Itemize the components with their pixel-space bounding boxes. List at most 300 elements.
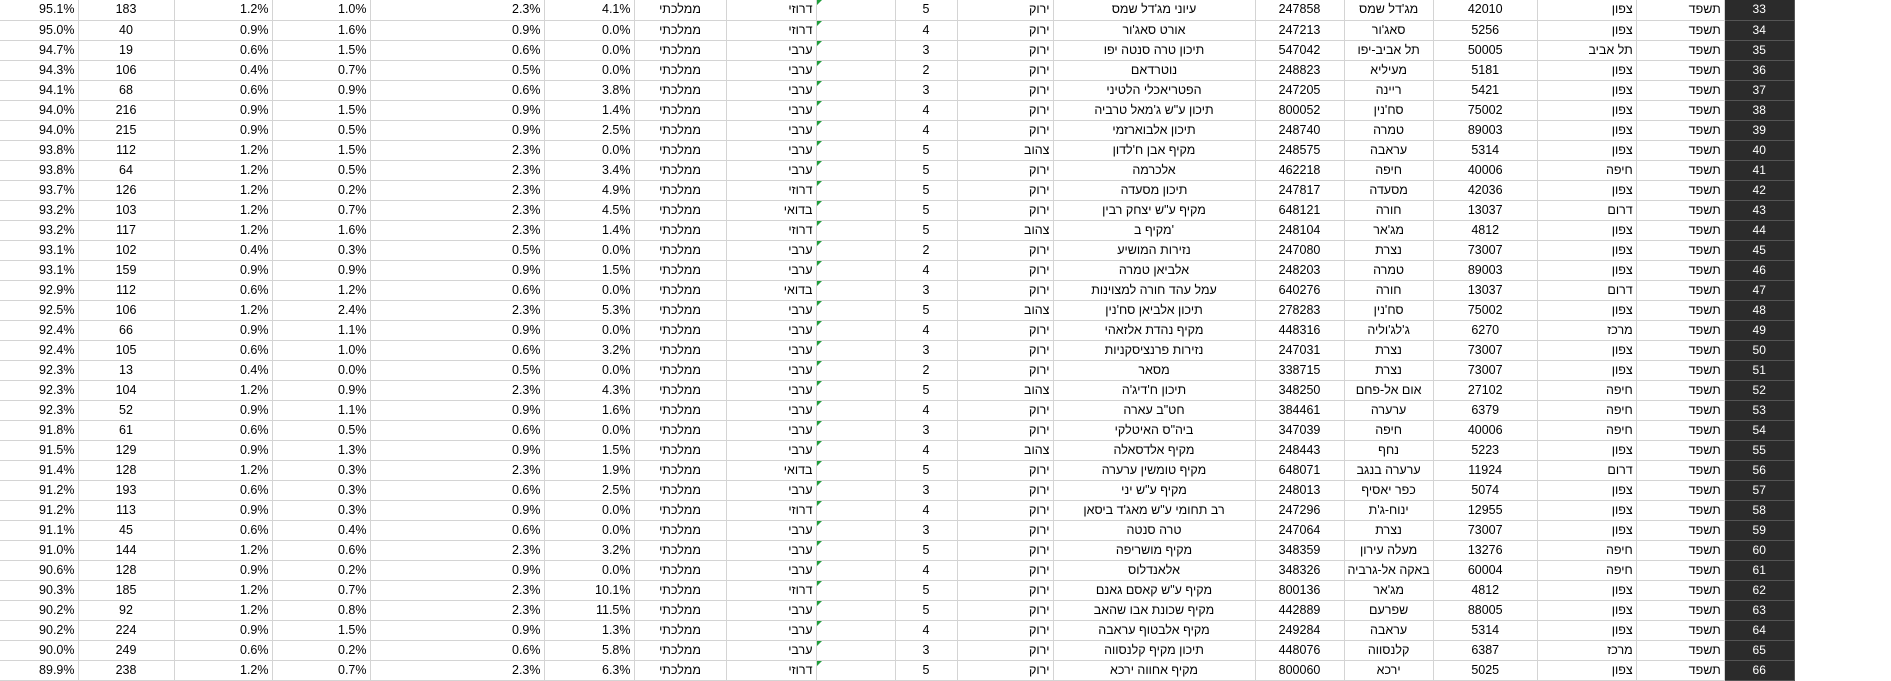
cell-pct-b[interactable]: 1.6% [272, 20, 370, 40]
cell-sector[interactable]: ערבי [726, 380, 816, 400]
cell-pct-c[interactable]: 0.9% [370, 320, 544, 340]
cell-pct-b[interactable]: 0.5% [272, 120, 370, 140]
cell-district[interactable]: צפון [1537, 480, 1636, 500]
cell-pct-b[interactable]: 0.2% [272, 560, 370, 580]
cell-pct-d[interactable]: 0.0% [544, 360, 634, 380]
cell-col-blank[interactable] [816, 660, 895, 680]
cell-city-code[interactable]: 5314 [1433, 620, 1537, 640]
cell-district[interactable]: חיפה [1537, 160, 1636, 180]
cell-pct-a[interactable]: 0.9% [174, 560, 272, 580]
cell-pct-total[interactable]: 89.9% [0, 660, 78, 680]
cell-color[interactable]: ירוק [957, 600, 1053, 620]
cell-institution-code[interactable]: 247080 [1255, 240, 1344, 260]
cell-city-code[interactable]: 5074 [1433, 480, 1537, 500]
cell-sector[interactable]: ערבי [726, 520, 816, 540]
cell-supervision[interactable]: ממלכתי [634, 380, 726, 400]
cell-supervision[interactable]: ממלכתי [634, 240, 726, 260]
cell-color[interactable]: ירוק [957, 160, 1053, 180]
cell-pct-d[interactable]: 3.8% [544, 80, 634, 100]
cell-pct-d[interactable]: 1.9% [544, 460, 634, 480]
cell-district[interactable]: צפון [1537, 220, 1636, 240]
cell-year[interactable]: תשפד [1636, 460, 1724, 480]
row-header[interactable]: 47 [1724, 280, 1794, 300]
cell-col-blank[interactable] [816, 240, 895, 260]
cell-color[interactable]: ירוק [957, 540, 1053, 560]
cell-city-code[interactable]: 73007 [1433, 240, 1537, 260]
cell-district[interactable]: דרום [1537, 280, 1636, 300]
cell-sector[interactable]: ערבי [726, 100, 816, 120]
cell-pct-d[interactable]: 1.4% [544, 100, 634, 120]
cell-color[interactable]: ירוק [957, 0, 1053, 20]
cell-count[interactable]: 61 [78, 420, 174, 440]
cell-pct-total[interactable]: 93.1% [0, 240, 78, 260]
cell-year[interactable]: תשפד [1636, 360, 1724, 380]
cell-color[interactable]: ירוק [957, 640, 1053, 660]
cell-color[interactable]: צהוב [957, 440, 1053, 460]
cell-city[interactable]: חיפה [1344, 160, 1433, 180]
cell-year[interactable]: תשפד [1636, 640, 1724, 660]
row-header[interactable]: 45 [1724, 240, 1794, 260]
row-header[interactable]: 34 [1724, 20, 1794, 40]
cell-pct-total[interactable]: 95.1% [0, 0, 78, 20]
cell-grade-level[interactable]: 3 [895, 40, 957, 60]
cell-city[interactable]: מעיליא [1344, 60, 1433, 80]
cell-count[interactable]: 19 [78, 40, 174, 60]
cell-pct-d[interactable]: 5.3% [544, 300, 634, 320]
cell-grade-level[interactable]: 3 [895, 520, 957, 540]
cell-pct-c[interactable]: 0.9% [370, 120, 544, 140]
cell-supervision[interactable]: ממלכתי [634, 0, 726, 20]
cell-pct-c[interactable]: 0.6% [370, 520, 544, 540]
cell-institution-code[interactable]: 247205 [1255, 80, 1344, 100]
cell-count[interactable]: 238 [78, 660, 174, 680]
cell-city-code[interactable]: 88005 [1433, 600, 1537, 620]
cell-city-code[interactable]: 5256 [1433, 20, 1537, 40]
cell-city[interactable]: נצרת [1344, 240, 1433, 260]
cell-pct-d[interactable]: 0.0% [544, 240, 634, 260]
cell-school-name[interactable]: נזירות פרנציסקניות [1053, 340, 1255, 360]
cell-count[interactable]: 92 [78, 600, 174, 620]
cell-pct-c[interactable]: 0.9% [370, 260, 544, 280]
cell-pct-total[interactable]: 93.2% [0, 200, 78, 220]
cell-pct-total[interactable]: 92.5% [0, 300, 78, 320]
cell-district[interactable]: צפון [1537, 500, 1636, 520]
cell-supervision[interactable]: ממלכתי [634, 460, 726, 480]
cell-col-blank[interactable] [816, 580, 895, 600]
cell-pct-a[interactable]: 0.4% [174, 240, 272, 260]
cell-supervision[interactable]: ממלכתי [634, 40, 726, 60]
cell-pct-c[interactable]: 2.3% [370, 460, 544, 480]
cell-district[interactable]: מרכז [1537, 640, 1636, 660]
cell-institution-code[interactable]: 640276 [1255, 280, 1344, 300]
cell-city-code[interactable]: 6379 [1433, 400, 1537, 420]
cell-institution-code[interactable]: 248443 [1255, 440, 1344, 460]
cell-grade-level[interactable]: 5 [895, 580, 957, 600]
cell-year[interactable]: תשפד [1636, 380, 1724, 400]
cell-city[interactable]: ערערה [1344, 400, 1433, 420]
cell-count[interactable]: 40 [78, 20, 174, 40]
cell-pct-b[interactable]: 0.6% [272, 540, 370, 560]
cell-grade-level[interactable]: 4 [895, 620, 957, 640]
row-header[interactable]: 59 [1724, 520, 1794, 540]
cell-year[interactable]: תשפד [1636, 120, 1724, 140]
row-header[interactable]: 66 [1724, 660, 1794, 680]
cell-district[interactable]: צפון [1537, 20, 1636, 40]
cell-pct-d[interactable]: 0.0% [544, 420, 634, 440]
cell-pct-c[interactable]: 0.6% [370, 340, 544, 360]
cell-city[interactable]: נצרת [1344, 360, 1433, 380]
cell-pct-b[interactable]: 0.9% [272, 380, 370, 400]
cell-col-blank[interactable] [816, 340, 895, 360]
cell-pct-b[interactable]: 1.6% [272, 220, 370, 240]
cell-pct-a[interactable]: 0.9% [174, 100, 272, 120]
cell-city-code[interactable]: 5181 [1433, 60, 1537, 80]
row-header[interactable]: 49 [1724, 320, 1794, 340]
cell-year[interactable]: תשפד [1636, 180, 1724, 200]
cell-pct-total[interactable]: 90.3% [0, 580, 78, 600]
cell-pct-total[interactable]: 92.3% [0, 380, 78, 400]
cell-city[interactable]: ערערה בנגב [1344, 460, 1433, 480]
cell-school-name[interactable]: מקיף מושריפה [1053, 540, 1255, 560]
cell-district[interactable]: צפון [1537, 520, 1636, 540]
cell-pct-b[interactable]: 0.7% [272, 660, 370, 680]
cell-sector[interactable]: ערבי [726, 160, 816, 180]
cell-pct-a[interactable]: 1.2% [174, 580, 272, 600]
cell-district[interactable]: צפון [1537, 660, 1636, 680]
cell-pct-d[interactable]: 1.6% [544, 400, 634, 420]
cell-sector[interactable]: ערבי [726, 360, 816, 380]
cell-color[interactable]: ירוק [957, 240, 1053, 260]
cell-pct-total[interactable]: 93.2% [0, 220, 78, 240]
cell-city-code[interactable]: 42036 [1433, 180, 1537, 200]
cell-color[interactable]: ירוק [957, 420, 1053, 440]
cell-color[interactable]: ירוק [957, 40, 1053, 60]
cell-sector[interactable]: ערבי [726, 120, 816, 140]
cell-grade-level[interactable]: 4 [895, 100, 957, 120]
cell-year[interactable]: תשפד [1636, 240, 1724, 260]
cell-supervision[interactable]: ממלכתי [634, 400, 726, 420]
cell-city-code[interactable]: 13276 [1433, 540, 1537, 560]
cell-institution-code[interactable]: 800060 [1255, 660, 1344, 680]
row-header[interactable]: 54 [1724, 420, 1794, 440]
cell-pct-c[interactable]: 2.3% [370, 200, 544, 220]
cell-pct-c[interactable]: 0.6% [370, 420, 544, 440]
cell-year[interactable]: תשפד [1636, 540, 1724, 560]
cell-pct-total[interactable]: 91.1% [0, 520, 78, 540]
cell-grade-level[interactable]: 5 [895, 460, 957, 480]
cell-city-code[interactable]: 73007 [1433, 340, 1537, 360]
cell-pct-c[interactable]: 2.3% [370, 0, 544, 20]
cell-grade-level[interactable]: 4 [895, 320, 957, 340]
row-header[interactable]: 62 [1724, 580, 1794, 600]
cell-pct-c[interactable]: 0.5% [370, 360, 544, 380]
cell-color[interactable]: צהוב [957, 220, 1053, 240]
cell-count[interactable]: 128 [78, 460, 174, 480]
cell-color[interactable]: ירוק [957, 660, 1053, 680]
cell-school-name[interactable]: מקיף אחווה ירכא [1053, 660, 1255, 680]
cell-pct-b[interactable]: 1.1% [272, 320, 370, 340]
cell-pct-a[interactable]: 0.9% [174, 440, 272, 460]
cell-col-blank[interactable] [816, 380, 895, 400]
cell-supervision[interactable]: ממלכתי [634, 660, 726, 680]
cell-city-code[interactable]: 42010 [1433, 0, 1537, 20]
cell-city-code[interactable]: 73007 [1433, 520, 1537, 540]
cell-col-blank[interactable] [816, 280, 895, 300]
cell-pct-a[interactable]: 1.2% [174, 380, 272, 400]
cell-pct-b[interactable]: 0.3% [272, 480, 370, 500]
cell-school-name[interactable]: תיכון אלביאן סח'נין [1053, 300, 1255, 320]
cell-col-blank[interactable] [816, 320, 895, 340]
cell-color[interactable]: ירוק [957, 200, 1053, 220]
cell-count[interactable]: 68 [78, 80, 174, 100]
cell-city[interactable]: ריינה [1344, 80, 1433, 100]
cell-institution-code[interactable]: 248823 [1255, 60, 1344, 80]
cell-pct-total[interactable]: 90.0% [0, 640, 78, 660]
cell-city[interactable]: מסעדה [1344, 180, 1433, 200]
cell-grade-level[interactable]: 5 [895, 600, 957, 620]
cell-col-blank[interactable] [816, 640, 895, 660]
cell-grade-level[interactable]: 4 [895, 400, 957, 420]
cell-supervision[interactable]: ממלכתי [634, 580, 726, 600]
cell-grade-level[interactable]: 4 [895, 260, 957, 280]
cell-pct-c[interactable]: 0.9% [370, 620, 544, 640]
cell-city[interactable]: קלנסווה [1344, 640, 1433, 660]
cell-institution-code[interactable]: 648121 [1255, 200, 1344, 220]
cell-count[interactable]: 66 [78, 320, 174, 340]
cell-pct-c[interactable]: 2.3% [370, 600, 544, 620]
cell-institution-code[interactable]: 384461 [1255, 400, 1344, 420]
cell-institution-code[interactable]: 800052 [1255, 100, 1344, 120]
cell-grade-level[interactable]: 2 [895, 240, 957, 260]
cell-col-blank[interactable] [816, 80, 895, 100]
cell-pct-total[interactable]: 91.8% [0, 420, 78, 440]
cell-city-code[interactable]: 75002 [1433, 300, 1537, 320]
cell-grade-level[interactable]: 2 [895, 360, 957, 380]
cell-pct-a[interactable]: 1.2% [174, 200, 272, 220]
cell-year[interactable]: תשפד [1636, 320, 1724, 340]
cell-pct-d[interactable]: 3.2% [544, 540, 634, 560]
cell-institution-code[interactable]: 248575 [1255, 140, 1344, 160]
cell-institution-code[interactable]: 800136 [1255, 580, 1344, 600]
cell-count[interactable]: 144 [78, 540, 174, 560]
cell-supervision[interactable]: ממלכתי [634, 280, 726, 300]
cell-city[interactable]: אום אל-פחם [1344, 380, 1433, 400]
cell-institution-code[interactable]: 249284 [1255, 620, 1344, 640]
cell-color[interactable]: ירוק [957, 320, 1053, 340]
cell-grade-level[interactable]: 5 [895, 660, 957, 680]
cell-pct-c[interactable]: 2.3% [370, 140, 544, 160]
cell-institution-code[interactable]: 338715 [1255, 360, 1344, 380]
cell-district[interactable]: חיפה [1537, 540, 1636, 560]
cell-pct-a[interactable]: 0.6% [174, 520, 272, 540]
cell-sector[interactable]: דרוזי [726, 580, 816, 600]
cell-school-name[interactable]: תיכון מקיף קלנסווה [1053, 640, 1255, 660]
cell-sector[interactable]: דרוזי [726, 660, 816, 680]
cell-sector[interactable]: ערבי [726, 320, 816, 340]
cell-district[interactable]: מרכז [1537, 320, 1636, 340]
cell-pct-b[interactable]: 0.7% [272, 60, 370, 80]
cell-institution-code[interactable]: 247031 [1255, 340, 1344, 360]
cell-color[interactable]: ירוק [957, 60, 1053, 80]
cell-sector[interactable]: דרוזי [726, 220, 816, 240]
cell-col-blank[interactable] [816, 160, 895, 180]
cell-city-code[interactable]: 89003 [1433, 260, 1537, 280]
cell-year[interactable]: תשפד [1636, 100, 1724, 120]
cell-supervision[interactable]: ממלכתי [634, 540, 726, 560]
cell-pct-b[interactable]: 0.3% [272, 240, 370, 260]
row-header[interactable]: 64 [1724, 620, 1794, 640]
cell-grade-level[interactable]: 5 [895, 380, 957, 400]
cell-supervision[interactable]: ממלכתי [634, 420, 726, 440]
cell-pct-b[interactable]: 0.0% [272, 360, 370, 380]
cell-pct-a[interactable]: 0.6% [174, 640, 272, 660]
cell-sector[interactable]: ערבי [726, 640, 816, 660]
cell-institution-code[interactable]: 247817 [1255, 180, 1344, 200]
cell-grade-level[interactable]: 4 [895, 500, 957, 520]
cell-district[interactable]: חיפה [1537, 400, 1636, 420]
cell-pct-d[interactable]: 0.0% [544, 520, 634, 540]
cell-year[interactable]: תשפד [1636, 80, 1724, 100]
cell-pct-total[interactable]: 94.3% [0, 60, 78, 80]
cell-grade-level[interactable]: 5 [895, 160, 957, 180]
cell-pct-b[interactable]: 1.5% [272, 40, 370, 60]
cell-school-name[interactable]: מקיף אלבטוף עראבה [1053, 620, 1255, 640]
cell-sector[interactable]: ערבי [726, 140, 816, 160]
cell-year[interactable]: תשפד [1636, 220, 1724, 240]
cell-col-blank[interactable] [816, 360, 895, 380]
cell-city-code[interactable]: 4812 [1433, 580, 1537, 600]
cell-city-code[interactable]: 40006 [1433, 160, 1537, 180]
cell-pct-c[interactable]: 0.9% [370, 100, 544, 120]
cell-pct-b[interactable]: 0.9% [272, 80, 370, 100]
cell-institution-code[interactable]: 348359 [1255, 540, 1344, 560]
cell-institution-code[interactable]: 248203 [1255, 260, 1344, 280]
cell-city[interactable]: נצרת [1344, 520, 1433, 540]
cell-school-name[interactable]: מקיף נהדת אלזאהי [1053, 320, 1255, 340]
row-header[interactable]: 33 [1724, 0, 1794, 20]
cell-count[interactable]: 249 [78, 640, 174, 660]
cell-sector[interactable]: דרוזי [726, 0, 816, 20]
cell-pct-a[interactable]: 1.2% [174, 300, 272, 320]
cell-pct-total[interactable]: 91.2% [0, 480, 78, 500]
cell-color[interactable]: ירוק [957, 580, 1053, 600]
cell-color[interactable]: ירוק [957, 100, 1053, 120]
cell-pct-d[interactable]: 4.1% [544, 0, 634, 20]
cell-pct-total[interactable]: 93.8% [0, 140, 78, 160]
cell-year[interactable]: תשפד [1636, 0, 1724, 20]
cell-pct-c[interactable]: 2.3% [370, 540, 544, 560]
cell-city-code[interactable]: 5314 [1433, 140, 1537, 160]
cell-city[interactable]: מג'אר [1344, 220, 1433, 240]
cell-grade-level[interactable]: 5 [895, 140, 957, 160]
row-header[interactable]: 56 [1724, 460, 1794, 480]
cell-color[interactable]: ירוק [957, 180, 1053, 200]
row-header[interactable]: 42 [1724, 180, 1794, 200]
cell-school-name[interactable]: אלאנדלוס [1053, 560, 1255, 580]
cell-pct-c[interactable]: 2.3% [370, 160, 544, 180]
cell-year[interactable]: תשפד [1636, 20, 1724, 40]
cell-pct-b[interactable]: 1.5% [272, 140, 370, 160]
cell-institution-code[interactable]: 462218 [1255, 160, 1344, 180]
cell-city[interactable]: ינוח-ג'ת [1344, 500, 1433, 520]
cell-supervision[interactable]: ממלכתי [634, 60, 726, 80]
cell-city[interactable]: מעלה עירון [1344, 540, 1433, 560]
cell-count[interactable]: 224 [78, 620, 174, 640]
cell-pct-a[interactable]: 0.4% [174, 360, 272, 380]
cell-institution-code[interactable]: 278283 [1255, 300, 1344, 320]
cell-pct-b[interactable]: 0.2% [272, 640, 370, 660]
cell-sector[interactable]: ערבי [726, 480, 816, 500]
cell-pct-b[interactable]: 0.9% [272, 260, 370, 280]
cell-pct-a[interactable]: 1.2% [174, 0, 272, 20]
cell-school-name[interactable]: אורט סאג'ור [1053, 20, 1255, 40]
row-header[interactable]: 44 [1724, 220, 1794, 240]
cell-pct-b[interactable]: 0.2% [272, 180, 370, 200]
cell-pct-b[interactable]: 0.4% [272, 520, 370, 540]
cell-count[interactable]: 183 [78, 0, 174, 20]
cell-supervision[interactable]: ממלכתי [634, 140, 726, 160]
cell-pct-a[interactable]: 0.4% [174, 60, 272, 80]
cell-pct-d[interactable]: 5.8% [544, 640, 634, 660]
cell-institution-code[interactable]: 247213 [1255, 20, 1344, 40]
cell-pct-total[interactable]: 91.0% [0, 540, 78, 560]
cell-grade-level[interactable]: 3 [895, 340, 957, 360]
cell-district[interactable]: צפון [1537, 600, 1636, 620]
cell-col-blank[interactable] [816, 620, 895, 640]
cell-supervision[interactable]: ממלכתי [634, 100, 726, 120]
cell-sector[interactable]: ערבי [726, 260, 816, 280]
cell-pct-d[interactable]: 3.4% [544, 160, 634, 180]
cell-col-blank[interactable] [816, 500, 895, 520]
cell-year[interactable]: תשפד [1636, 160, 1724, 180]
cell-count[interactable]: 193 [78, 480, 174, 500]
cell-year[interactable]: תשפד [1636, 660, 1724, 680]
cell-grade-level[interactable]: 5 [895, 540, 957, 560]
cell-district[interactable]: צפון [1537, 140, 1636, 160]
cell-pct-d[interactable]: 4.5% [544, 200, 634, 220]
cell-district[interactable]: דרום [1537, 200, 1636, 220]
cell-district[interactable]: צפון [1537, 620, 1636, 640]
cell-pct-a[interactable]: 1.2% [174, 660, 272, 680]
cell-pct-a[interactable]: 1.2% [174, 160, 272, 180]
cell-count[interactable]: 113 [78, 500, 174, 520]
row-header[interactable]: 51 [1724, 360, 1794, 380]
row-header[interactable]: 36 [1724, 60, 1794, 80]
cell-district[interactable]: צפון [1537, 360, 1636, 380]
cell-sector[interactable]: ערבי [726, 80, 816, 100]
cell-col-blank[interactable] [816, 300, 895, 320]
cell-supervision[interactable]: ממלכתי [634, 80, 726, 100]
cell-supervision[interactable]: ממלכתי [634, 560, 726, 580]
cell-institution-code[interactable]: 448316 [1255, 320, 1344, 340]
cell-pct-d[interactable]: 10.1% [544, 580, 634, 600]
cell-pct-b[interactable]: 0.5% [272, 420, 370, 440]
cell-col-blank[interactable] [816, 20, 895, 40]
cell-year[interactable]: תשפד [1636, 280, 1724, 300]
cell-col-blank[interactable] [816, 480, 895, 500]
cell-sector[interactable]: דרוזי [726, 500, 816, 520]
cell-col-blank[interactable] [816, 180, 895, 200]
cell-district[interactable]: חיפה [1537, 420, 1636, 440]
cell-pct-c[interactable]: 0.6% [370, 80, 544, 100]
cell-color[interactable]: ירוק [957, 520, 1053, 540]
cell-count[interactable]: 106 [78, 60, 174, 80]
cell-color[interactable]: ירוק [957, 400, 1053, 420]
cell-color[interactable]: ירוק [957, 480, 1053, 500]
cell-supervision[interactable]: ממלכתי [634, 480, 726, 500]
cell-col-blank[interactable] [816, 100, 895, 120]
cell-color[interactable]: ירוק [957, 20, 1053, 40]
